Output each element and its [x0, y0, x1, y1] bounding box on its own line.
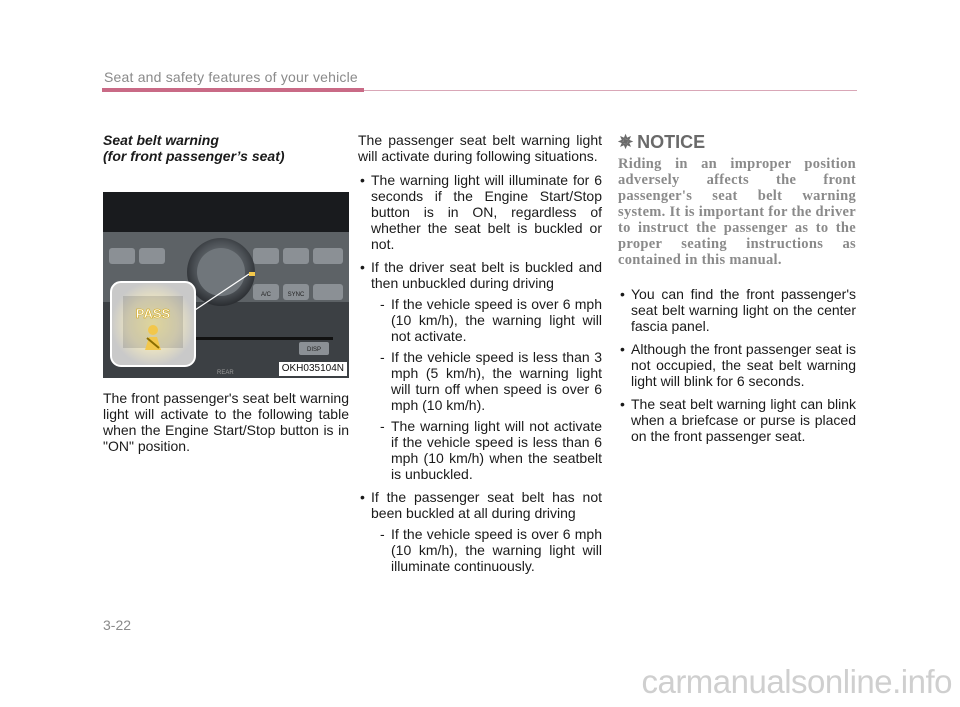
- bullet-text: If the passenger seat belt has not been buckled at all during driving: [371, 489, 602, 521]
- middle-column: [358, 132, 602, 581]
- list-item: • You can find the front passenger's seat belt warning light on the center fascia panel.: [618, 286, 856, 334]
- bullet-text: If the driver seat belt is buckled and then unbuckled during driving: [371, 259, 602, 291]
- figure-code: OKH035104N: [279, 362, 347, 376]
- list-item: [358, 172, 602, 252]
- sub-list-item: - If the vehicle speed is over 6 mph (10 km/h), the warning light will illuminate continuously.: [371, 526, 602, 574]
- sub-list-item: - The warning light will not activate if the vehicle speed is less than 6 mph (10 km/h) when the seatbelt is unbuckled.: [371, 418, 602, 482]
- notice-body: Riding in an improper position adversely affects the front passenger's seat belt warning system. It is important for the driver to instruct the passenger as to the proper seating instructions as contained in this manual.: [618, 156, 856, 268]
- notice-star-icon: ✵: [618, 132, 634, 152]
- header-rule-accent: [102, 88, 364, 92]
- running-header: Seat and safety features of your vehicle: [104, 69, 358, 85]
- right-bullet-list: [618, 286, 856, 444]
- section-title-line2: (for front passenger’s seat): [103, 148, 285, 164]
- sub-list-item: - If the vehicle speed is less than 3 mph (5 km/h), the warning light will turn off when speed is over 6 mph (10 km/h).: [371, 349, 602, 413]
- sync-button-label: SYNC: [287, 292, 305, 298]
- ac-button-label: A/C: [260, 292, 272, 298]
- header-rule: [364, 90, 857, 91]
- sub-list: [371, 296, 602, 482]
- center-fascia-illustration: [103, 192, 349, 378]
- left-paragraph: The front passenger's seat belt warning light will activate to the following table when the Engine Start/Stop button is in "ON" position.: [103, 390, 349, 454]
- disp-button-label: DISP: [306, 347, 322, 353]
- list-item: • The seat belt warning light can blink when a briefcase or purse is placed on the front passenger seat.: [618, 396, 856, 444]
- sub-list-item: - If the vehicle speed is over 6 mph (10 km/h), the warning light will not activate.: [371, 296, 602, 344]
- middle-bullet-list: [358, 172, 602, 574]
- bullet-text: The warning light will illuminate for 6 seconds if the Engine Start/Stop button is in ON, regardless of whether the seat belt is buckled or not.: [371, 172, 602, 252]
- site-watermark: carmanualsonline.info: [641, 663, 952, 700]
- list-item: [358, 259, 602, 482]
- middle-intro: The passenger seat belt warning light will activate during following situations.: [358, 132, 602, 164]
- section-title-line1: Seat belt warning: [103, 132, 219, 148]
- left-column: [103, 132, 349, 454]
- notice-heading: [618, 132, 856, 152]
- page-number: 3-22: [103, 617, 132, 633]
- pass-indicator-text: PASS: [135, 306, 171, 321]
- rear-button-label: REAR: [217, 370, 234, 376]
- sub-list: [371, 526, 602, 574]
- center-fascia-photo: [103, 192, 349, 378]
- notice-title: NOTICE: [637, 132, 706, 152]
- list-item: • Although the front passenger seat is not occupied, the seat belt warning light will blink for 6 seconds.: [618, 341, 856, 389]
- right-column: [618, 132, 856, 451]
- section-title: [103, 132, 349, 164]
- list-item: [358, 489, 602, 574]
